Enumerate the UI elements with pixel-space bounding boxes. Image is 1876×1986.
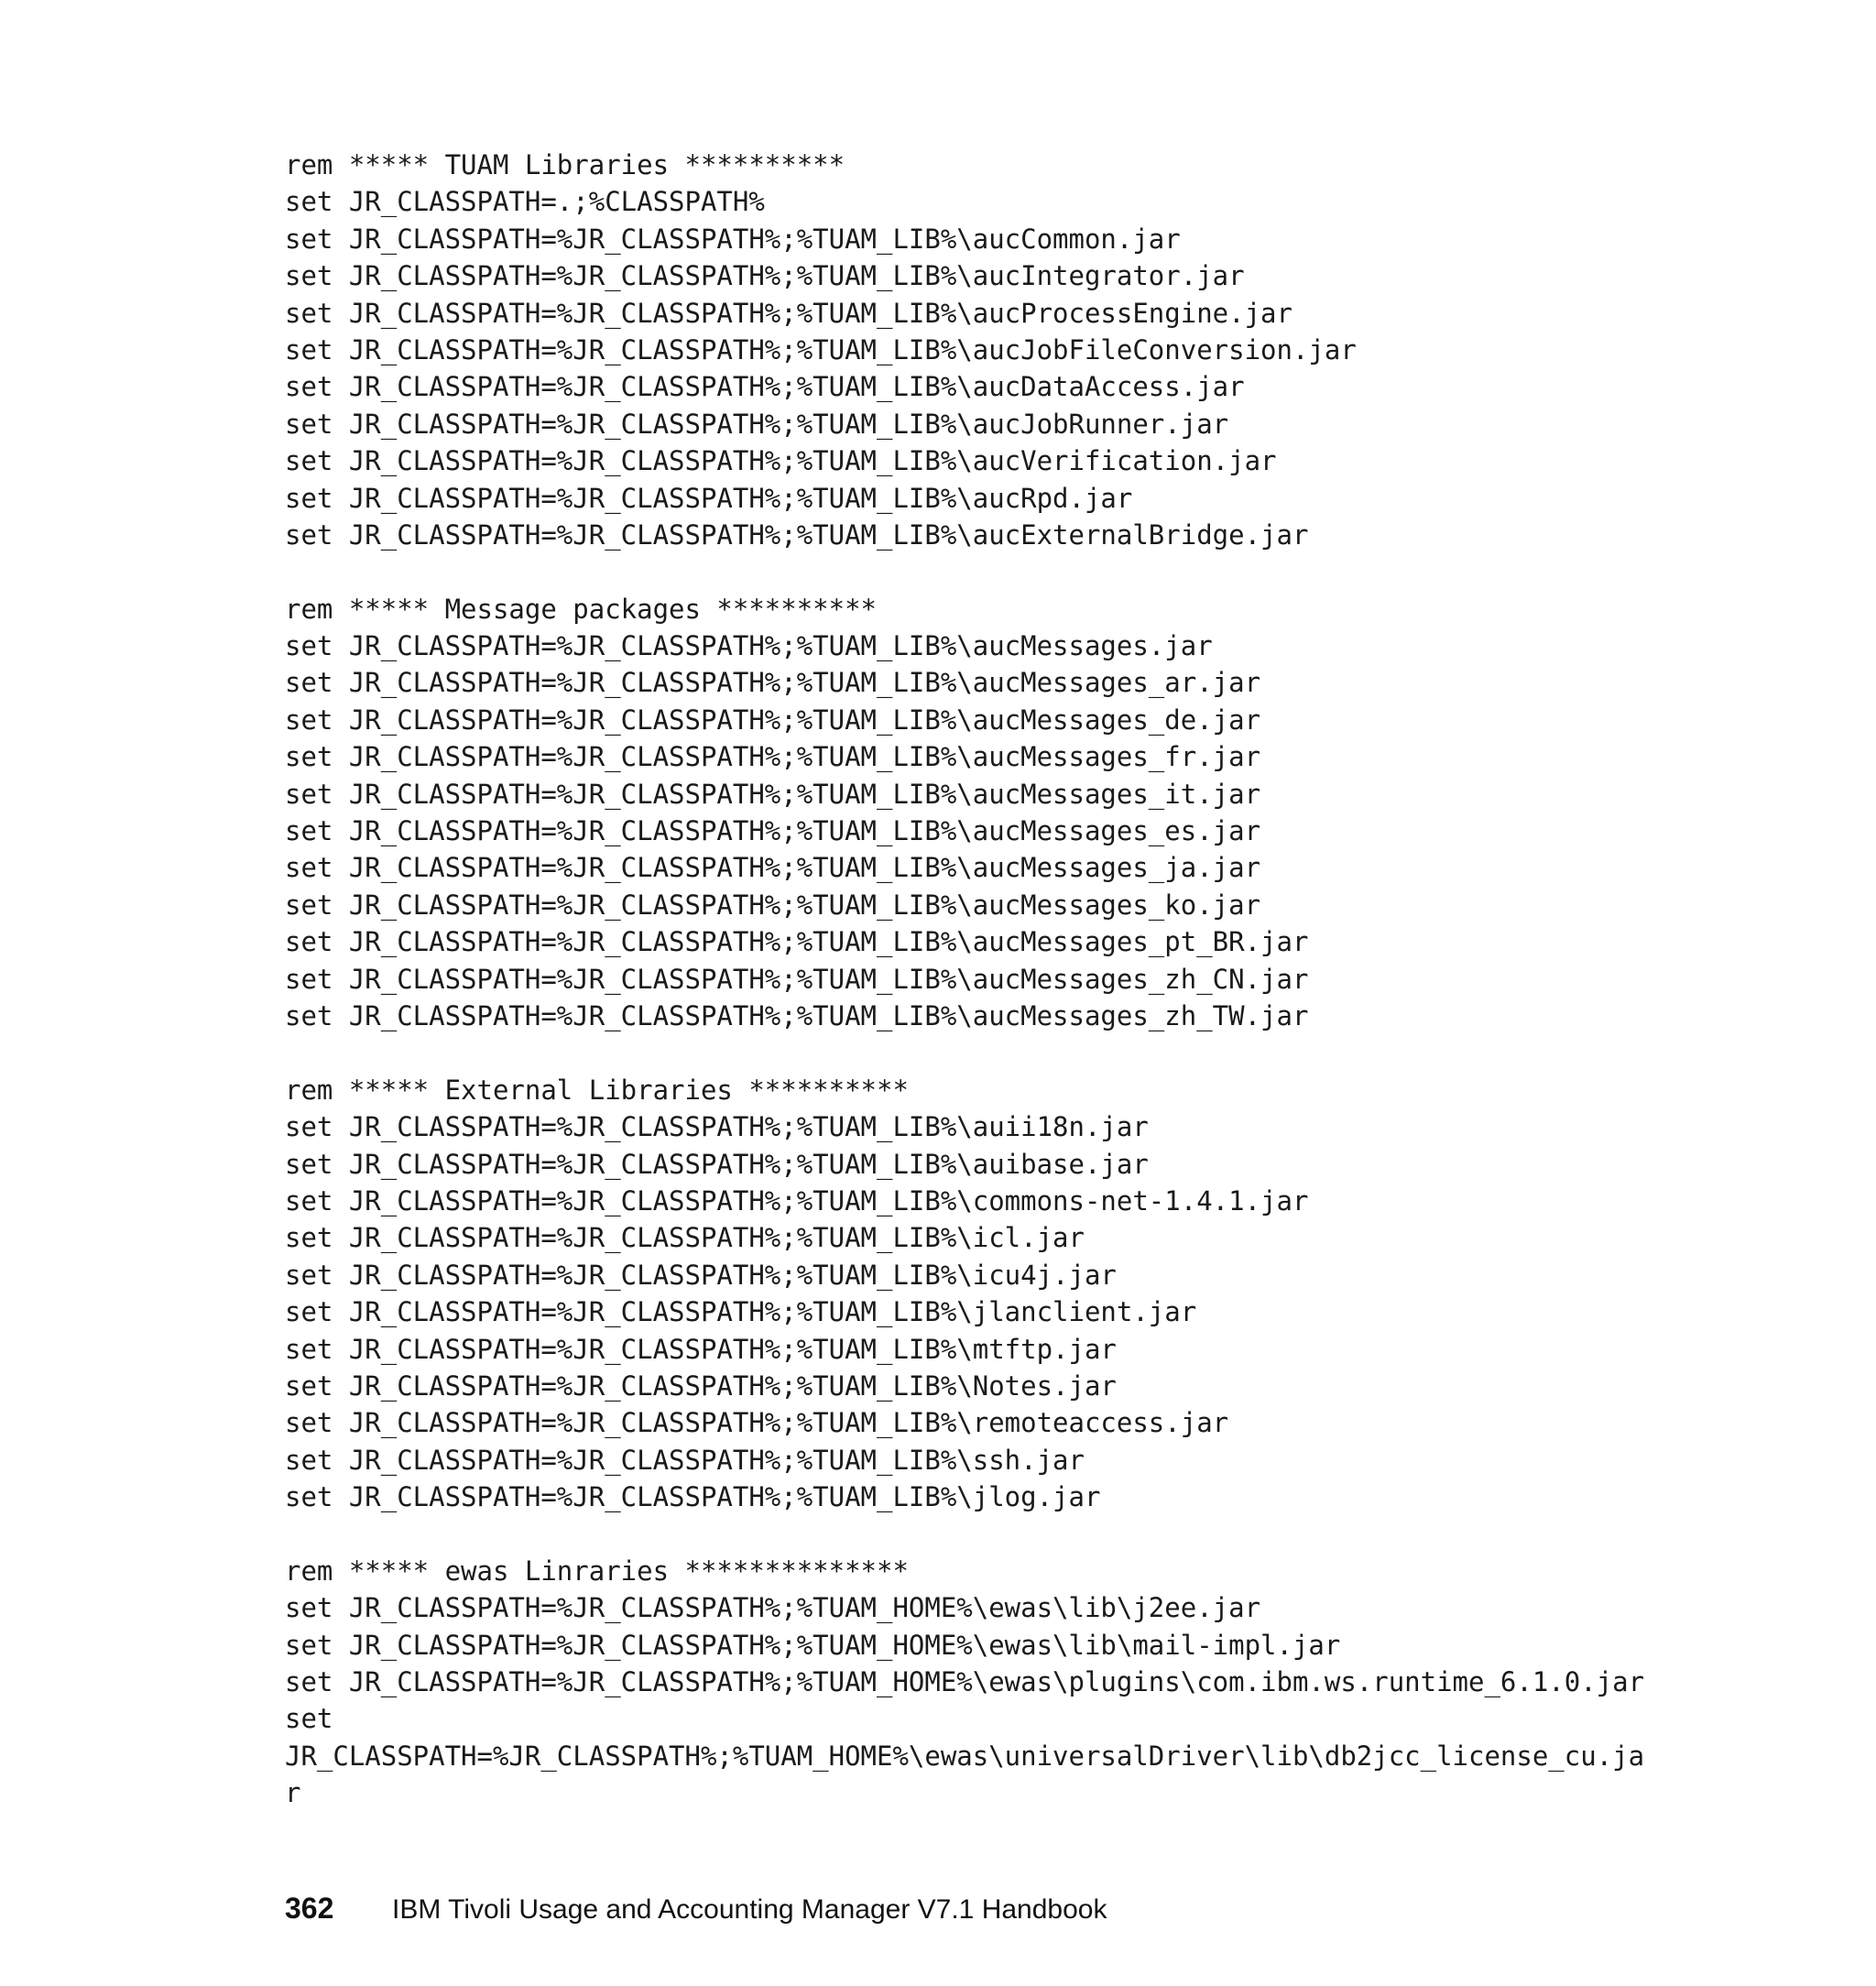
- comment-line: rem ***** TUAM Libraries **********: [285, 149, 845, 180]
- code-line: set JR_CLASSPATH=%JR_CLASSPATH%;%TUAM_LIB%\aucMessages_zh_CN.jar: [285, 963, 1309, 995]
- code-line: set JR_CLASSPATH=%JR_CLASSPATH%;%TUAM_LIB%\aucMessages_pt_BR.jar: [285, 926, 1309, 958]
- code-line: set JR_CLASSPATH=%JR_CLASSPATH%;%TUAM_LIB%\aucJobFileConversion.jar: [285, 333, 1357, 366]
- code-line: set JR_CLASSPATH=%JR_CLASSPATH%;%TUAM_LIB%\auii18n.jar: [285, 1111, 1149, 1143]
- code-line: set JR_CLASSPATH=%JR_CLASSPATH%;%TUAM_LIB%\aucCommon.jar: [285, 223, 1181, 255]
- code-line: set JR_CLASSPATH=%JR_CLASSPATH%;%TUAM_LIB%\aucMessages_zh_TW.jar: [285, 999, 1309, 1031]
- code-line: set JR_CLASSPATH=%JR_CLASSPATH%;%TUAM_LIB%\icl.jar: [285, 1222, 1085, 1254]
- code-line: set JR_CLASSPATH=%JR_CLASSPATH%;%TUAM_LIB%\aucJobRunner.jar: [285, 408, 1229, 440]
- code-line: set JR_CLASSPATH=%JR_CLASSPATH%;%TUAM_LIB%\aucMessages_de.jar: [285, 704, 1261, 736]
- comment-line: rem ***** ewas Linraries **************: [285, 1555, 909, 1587]
- blank-line: [285, 1515, 1604, 1552]
- book-title: IBM Tivoli Usage and Accounting Manager V7.1 Handbook: [392, 1894, 1107, 1925]
- code-line: set JR_CLASSPATH=%JR_CLASSPATH%;%TUAM_LIB%\mtftp.jar: [285, 1333, 1117, 1365]
- code-line: set JR_CLASSPATH=.;%CLASSPATH%: [285, 186, 765, 218]
- code-line: set JR_CLASSPATH=%JR_CLASSPATH%;%TUAM_LIB%\icu4j.jar: [285, 1259, 1117, 1291]
- code-line: set JR_CLASSPATH=%JR_CLASSPATH%;%TUAM_LIB%\ssh.jar: [285, 1444, 1085, 1476]
- code-line: set JR_CLASSPATH=%JR_CLASSPATH%;%TUAM_LIB%\remoteaccess.jar: [285, 1407, 1229, 1439]
- blank-line: [285, 1034, 1604, 1071]
- code-line: set JR_CLASSPATH=%JR_CLASSPATH%;%TUAM_LIB%\aucMessages_it.jar: [285, 778, 1261, 810]
- code-line: set JR_CLASSPATH=%JR_CLASSPATH%;%TUAM_LIB%\aucProcessEngine.jar: [285, 297, 1292, 329]
- code-line: JR_CLASSPATH=%JR_CLASSPATH%;%TUAM_HOME%\ewas\universalDriver\lib\db2jcc_license_cu.ja: [285, 1740, 1645, 1772]
- page-number: 362: [285, 1892, 334, 1925]
- code-line: set JR_CLASSPATH=%JR_CLASSPATH%;%TUAM_LIB%\commons-net-1.4.1.jar: [285, 1184, 1309, 1217]
- code-line: set JR_CLASSPATH=%JR_CLASSPATH%;%TUAM_LIB%\aucMessages_fr.jar: [285, 741, 1261, 773]
- code-line: set JR_CLASSPATH=%JR_CLASSPATH%;%TUAM_LIB%\aucRpd.jar: [285, 482, 1133, 514]
- code-listing: [285, 147, 1645, 1812]
- code-line: set JR_CLASSPATH=%JR_CLASSPATH%;%TUAM_LIB%\aucMessages.jar: [285, 630, 1213, 662]
- code-line: set JR_CLASSPATH=%JR_CLASSPATH%;%TUAM_LIB%\aucDataAccess.jar: [285, 371, 1245, 403]
- code-line: set JR_CLASSPATH=%JR_CLASSPATH%;%TUAM_LIB%\aucExternalBridge.jar: [285, 518, 1309, 551]
- code-line: set JR_CLASSPATH=%JR_CLASSPATH%;%TUAM_LIB%\Notes.jar: [285, 1369, 1117, 1402]
- page-footer: [285, 1892, 1107, 1932]
- code-line: set JR_CLASSPATH=%JR_CLASSPATH%;%TUAM_LIB%\aucMessages_ja.jar: [285, 852, 1261, 884]
- code-line: set JR_CLASSPATH=%JR_CLASSPATH%;%TUAM_HOME%\ewas\plugins\com.ibm.ws.runtime_6.1.0.jar: [285, 1666, 1645, 1698]
- code-line: r: [285, 1777, 301, 1809]
- blank-line: [285, 553, 1604, 590]
- code-line: set JR_CLASSPATH=%JR_CLASSPATH%;%TUAM_LIB%\aucIntegrator.jar: [285, 260, 1245, 292]
- code-line: set JR_CLASSPATH=%JR_CLASSPATH%;%TUAM_LIB%\jlog.jar: [285, 1481, 1101, 1513]
- code-line: set JR_CLASSPATH=%JR_CLASSPATH%;%TUAM_LIB%\aucMessages_ar.jar: [285, 667, 1261, 699]
- code-line: set JR_CLASSPATH=%JR_CLASSPATH%;%TUAM_LIB%\auibase.jar: [285, 1148, 1149, 1180]
- code-line: set JR_CLASSPATH=%JR_CLASSPATH%;%TUAM_LIB%\aucVerification.jar: [285, 445, 1277, 477]
- code-line: set JR_CLASSPATH=%JR_CLASSPATH%;%TUAM_LIB%\jlanclient.jar: [285, 1296, 1197, 1328]
- code-line: set: [285, 1703, 333, 1735]
- comment-line: rem ***** External Libraries **********: [285, 1074, 909, 1106]
- code-line: set JR_CLASSPATH=%JR_CLASSPATH%;%TUAM_HOME%\ewas\lib\mail-impl.jar: [285, 1629, 1341, 1661]
- code-line: set JR_CLASSPATH=%JR_CLASSPATH%;%TUAM_HOME%\ewas\lib\j2ee.jar: [285, 1592, 1261, 1624]
- comment-line: rem ***** Message packages **********: [285, 593, 878, 625]
- code-line: set JR_CLASSPATH=%JR_CLASSPATH%;%TUAM_LIB%\aucMessages_es.jar: [285, 815, 1261, 847]
- code-line: set JR_CLASSPATH=%JR_CLASSPATH%;%TUAM_LIB%\aucMessages_ko.jar: [285, 889, 1261, 921]
